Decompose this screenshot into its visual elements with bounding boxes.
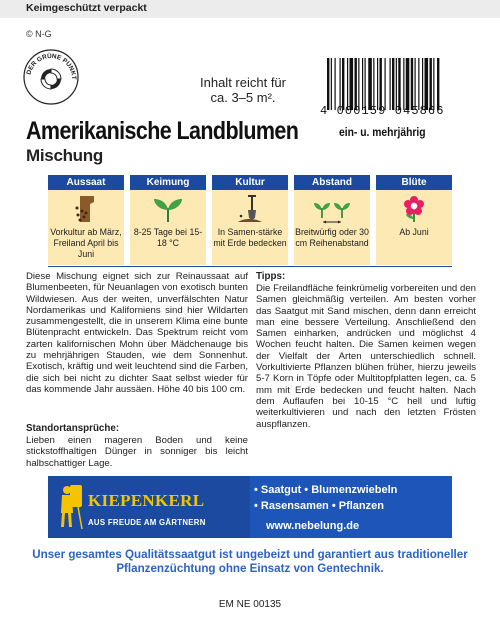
column-text: Breitwürfig oder 30 cm Reihenabstand: [295, 227, 369, 248]
product-subtitle: Mischung: [26, 146, 103, 165]
quality-note: Unser gesamtes Qualitätssaatgut ist ungebeizt und garantiert aus traditioneller Pflanzenzüchtung ohne Einsatz von Gentechnik.: [32, 548, 468, 575]
brand-name: KIEPENKERL: [88, 491, 205, 510]
barcode-number: 4 000159 045866: [320, 104, 445, 118]
location-text: Lieben einen mageren Boden und keine stickstoffhaltigen Dünger in sonniger bis leicht halbschattiger Lage.: [26, 435, 248, 469]
barcode: [325, 58, 483, 110]
banner-bullet-line: • Saatgut • Blumenzwiebeln: [254, 484, 398, 496]
column-heading: Abstand: [294, 175, 370, 190]
column-text: 8-25 Tage bei 15-18 °C: [133, 227, 203, 248]
kiepenkerl-figure-icon: [56, 481, 86, 531]
spacing-icon: [312, 194, 352, 224]
seedling-icon: [148, 194, 188, 224]
divider: [48, 266, 452, 267]
column-aussaat: [48, 175, 124, 265]
info-columns: [48, 175, 452, 265]
flower-icon: [394, 194, 434, 224]
description-text: Diese Mischung eignet sich zur Reinaussaat auf Blumenbeeten, für Neuanlagen von exotisch bunten Wildwiesen. Aus der weiten, unverfälschten Natur Nordamerikas und Kaliforniens sind hier Wildarten zusammengestellt, die in unserem Klima eine bunte Blütenpracht entwickeln. Das Spektrum reicht vom zarten kalifornischen Mohn über Mädchenauge bis zu mehrjährigen Stauden, wie dem Sonnenhut. Exotisch, kräftig und weit leuchtend sind die Farben, die sich bei nicht zu dichter Saat selbst wieder für das kommende Jahr aussäen. Höhe 40 bis 100 cm.: [26, 271, 248, 395]
column-text: In Samen-stärke mit Erde bedecken: [213, 227, 287, 248]
location-heading: Standortansprüche:: [26, 423, 120, 434]
article-number: EM NE 00135: [218, 599, 282, 610]
column-abstand: [294, 175, 370, 265]
seed-packet-icon: [66, 194, 106, 224]
svg-text:DER GRÜNE PUNKT: DER GRÜNE PUNKT: [25, 52, 78, 80]
column-heading: Aussaat: [48, 175, 124, 190]
tips-heading: Tipps:: [256, 271, 286, 282]
column-heading: Kultur: [212, 175, 288, 190]
website-link[interactable]: www.nebelung.de: [266, 520, 360, 532]
gruener-punkt-logo-icon: [22, 48, 80, 106]
column-bluete: [376, 175, 452, 265]
protection-note: Keimgeschützt verpackt: [26, 2, 147, 14]
banner-bullet-line: • Rasensamen • Pflanzen: [254, 500, 384, 512]
column-heading: Keimung: [130, 175, 206, 190]
spade-icon: [230, 194, 270, 224]
column-heading: Blüte: [376, 175, 452, 190]
column-text: Ab Juni: [399, 227, 429, 237]
title-suffix: ein- u. mehrjährig: [339, 125, 426, 139]
column-kultur: [212, 175, 288, 265]
product-title: Amerikanische Landblumen: [26, 117, 299, 145]
copyright: © N-G: [26, 29, 52, 39]
column-keimung: [130, 175, 206, 265]
brand-slogan: AUS FREUDE AM GÄRTNERN: [88, 518, 206, 527]
column-text: Vorkultur ab März, Freiland April bis Juni: [50, 227, 122, 259]
tips-text: Die Freilandfläche feinkrümelig vorbereiten und den Samen gleichmäßig verteilen. Am besten vorher das Saatgut mit Sand mischen, denn dann erreicht man eine bessere Verteilung. Anschließend den Samen einharken, andrücken und möglichst 4 Wochen feucht halten. Die Samen keimen wegen der Vielfalt der Arten unterschiedlich schnell. Vorkultivierte Pflanzen blühen früher, hierzu jeweils 5-7 Korn in Töpfe oder Multitopfplatten legen, ca. 5 mm mit Erde bedecken und feucht halten. Nach dem Auflaufen bei 10-15 °C hell und luftig weiterkultivieren und nach den letzten Frösten auspflanzen.: [256, 283, 476, 430]
content-amount: Inhalt reicht für ca. 3–5 m².: [200, 75, 286, 105]
